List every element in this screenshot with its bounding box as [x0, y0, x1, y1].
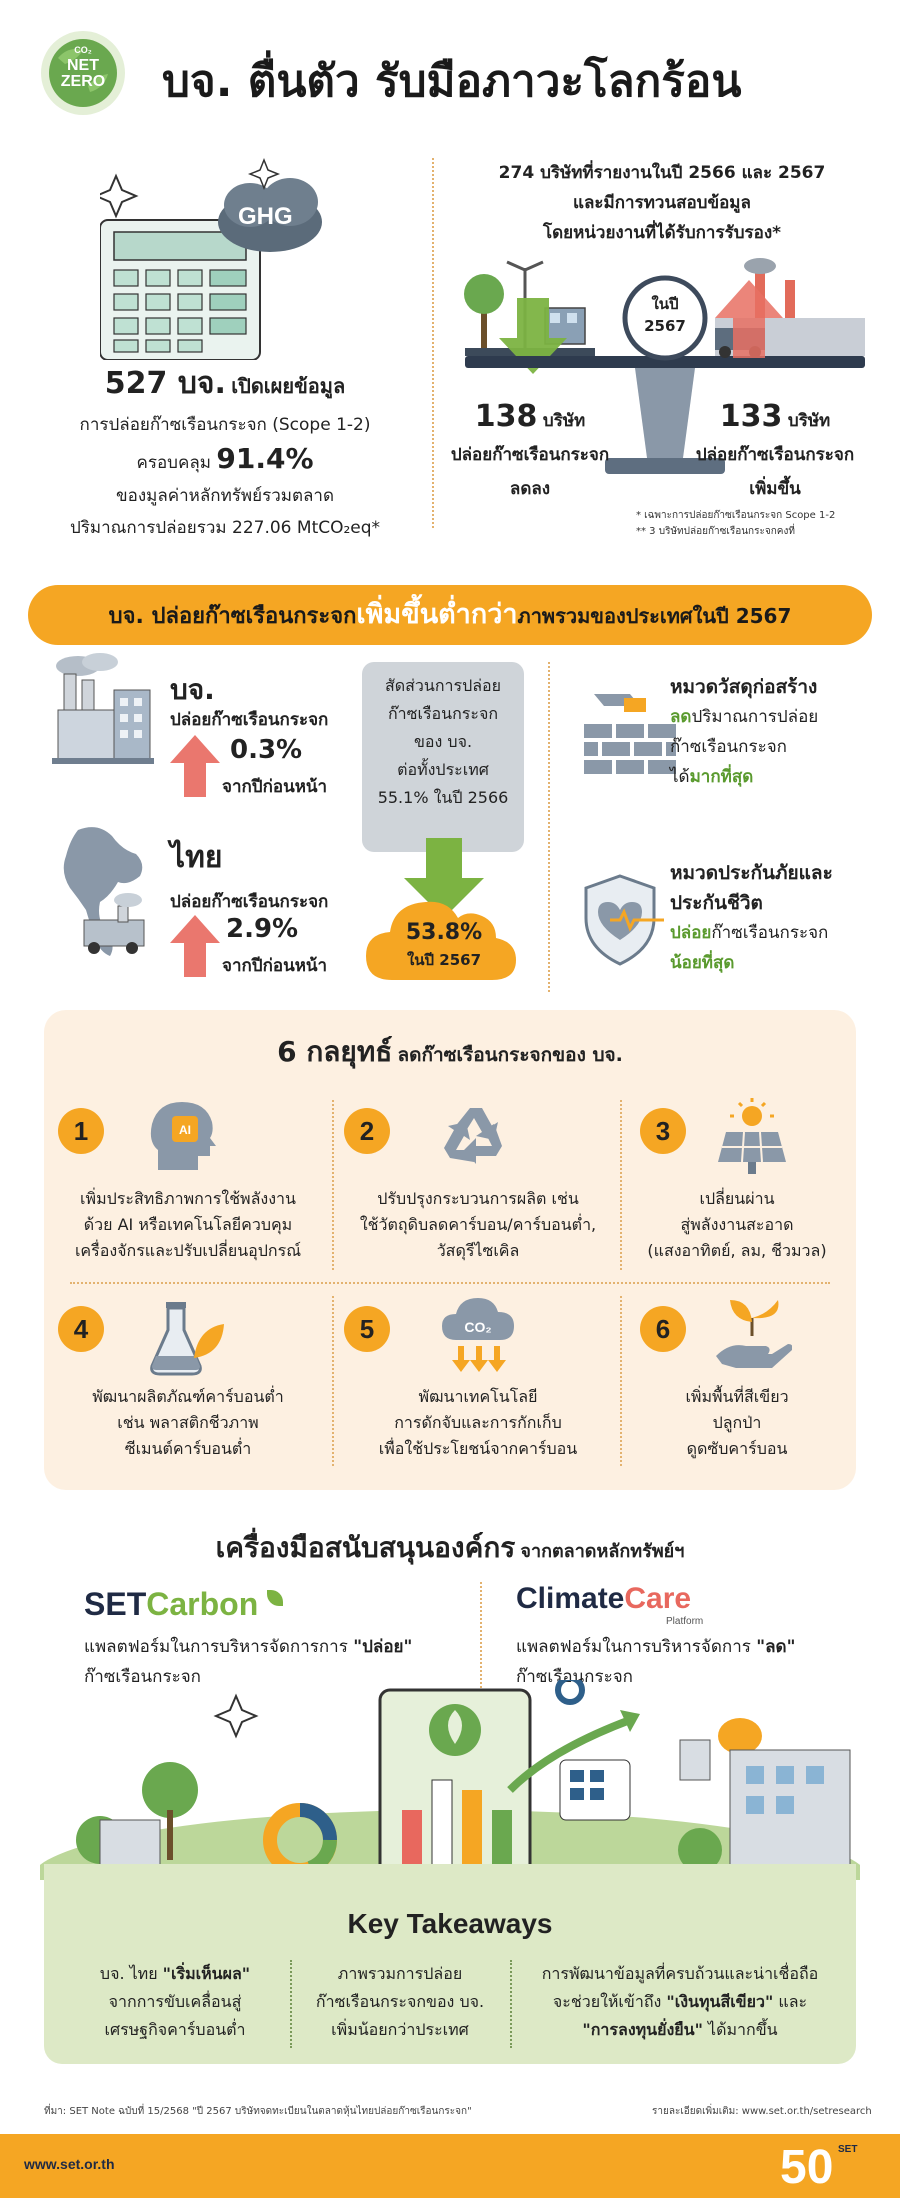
strategy-3-line3: (แสงอาทิตย์, ลม, ชีวมวล)	[647, 1241, 827, 1260]
listed-title: บจ.	[170, 673, 215, 706]
logo-zero-text: ZERO	[60, 73, 106, 90]
set-carbon-logo-a: SET	[84, 1586, 147, 1622]
factory-icon	[48, 650, 158, 770]
thai-title: ไทย	[170, 840, 223, 875]
ghg-cloud-label: GHG	[238, 203, 293, 230]
strategy-1-line3: เครื่องจักรและปรับเปลี่ยนอุปกรณ์	[74, 1241, 302, 1260]
recycle-icon	[440, 1100, 516, 1180]
takeaway-3-line1: การพัฒนาข้อมูลที่ครบถ้วนและน่าเชื่อถือ	[541, 1964, 819, 1983]
listed-label: ปล่อยก๊าซเรือนกระจก	[170, 710, 329, 730]
strategy-5-line1: พัฒนาเทคโนโลยี	[418, 1387, 538, 1406]
share-line4: ต่อทั้งประเทศ	[397, 760, 489, 779]
takeaway-3-line2a: จะช่วยให้เข้าถึง	[552, 1992, 662, 2011]
disclosure-count-tail: เปิดเผยข้อมูล	[231, 374, 346, 398]
set-carbon-logo-b: Carbon	[146, 1586, 259, 1622]
source-note: ที่มา: SET Note ฉบับที่ 15/2568 "ปี 2567 บริษัทจดทะเบียนในตลาดหุ้นไทยปล่อยก๊าซเรือนกระจก"	[44, 2106, 472, 2117]
takeaway-3-line2c: และ	[778, 1992, 808, 2011]
red-up-arrow-icon	[170, 735, 220, 801]
takeaway-1-line1a: บจ. ไทย	[99, 1964, 158, 1983]
strategy-4-line1: พัฒนาผลิตภัณฑ์คาร์บอนต่ำ	[92, 1387, 284, 1406]
verified-line2: และมีการทวนสอบข้อมูล	[573, 193, 751, 213]
materials-reduce: ลด	[670, 707, 692, 727]
strategy-divider	[332, 1100, 334, 1270]
ai-head-icon	[148, 1100, 218, 1180]
tools-title-big: เครื่องมือสนับสนุนองค์กร	[215, 1531, 516, 1564]
red-up-arrow-icon	[170, 915, 220, 981]
climate-care-logo-sub: Platform	[666, 1616, 704, 1627]
set-badge-number: 50	[780, 2141, 834, 2194]
share-line5: 55.1% ในปี 2566	[377, 788, 509, 807]
strategy-2-line3: วัสดุรีไซเคิล	[436, 1241, 520, 1260]
scale-year: 2567	[644, 317, 686, 335]
footer-bar	[0, 2134, 900, 2198]
strategy-2-line2: ใช้วัตถุดิบลดคาร์บอน/คาร์บอนต่ำ,	[359, 1215, 597, 1234]
footnote-scope: * เฉพาะการปล่อยก๊าซเรือนกระจก Scope 1-2	[636, 510, 836, 521]
decrease-unit: บริษัท	[542, 411, 586, 431]
logo-co2-text: CO₂	[74, 45, 92, 55]
takeaway-3-green-fund: "เงินทุนสีเขียว"	[666, 1992, 774, 2011]
share-line3: ของ บจ.	[413, 732, 473, 751]
listed-period: จากปีก่อนหน้า	[222, 777, 328, 797]
set-badge-tag: SET	[838, 2144, 858, 2155]
coverage-prefix: ครอบคลุม	[136, 453, 211, 473]
strategy-5-line3: เพื่อใช้ประโยชน์จากคาร์บอน	[378, 1439, 578, 1458]
share-2567-year: ในปี 2567	[406, 951, 482, 969]
coverage-note: ของมูลค่าหลักทรัพย์รวมตลาด	[115, 486, 335, 506]
listed-value: 0.3%	[230, 735, 303, 765]
tools-title-small: จากตลาดหลักทรัพย์ฯ	[520, 1541, 685, 1562]
green-business-illustration	[40, 1680, 860, 1880]
increase-line3: เพิ่มขึ้น	[749, 479, 801, 499]
increase-line2: ปล่อยก๊าซเรือนกระจก	[695, 445, 855, 465]
verified-line3: โดยหน่วยงานที่ได้รับการรับรอง*	[542, 223, 782, 243]
takeaway-1-line2: จากการขับเคลื่อนสู่	[108, 1992, 242, 2011]
materials-line2: ปริมาณการปล่อย	[691, 707, 819, 727]
set-carbon-desc-a: แพลตฟอร์มในการบริหารจัดการการ	[84, 1637, 348, 1657]
takeaway-2-line3: เพิ่มน้อยกว่าประเทศ	[331, 2020, 469, 2039]
materials-title: หมวดวัสดุก่อสร้าง	[670, 676, 818, 698]
coverage-value: 91.4%	[216, 442, 314, 475]
banner-part1: บจ. ปล่อยก๊าซเรือนกระจก	[108, 604, 357, 629]
strategy-5-line2: การดักจับและการกักเก็บ	[394, 1413, 562, 1432]
banner-part3: ภาพรวมของประเทศในปี 2567	[517, 604, 792, 628]
increase-count: 133	[719, 399, 783, 434]
insurance-least: น้อยที่สุด	[670, 953, 735, 973]
disclosure-count: 527 บจ.	[104, 366, 226, 401]
insurance-line3: ก๊าซเรือนกระจก	[711, 923, 829, 943]
increase-unit: บริษัท	[787, 411, 831, 431]
brick-wall-icon	[580, 690, 680, 780]
takeaway-3-sustainable: "การลงทุนยั่งยืน"	[582, 2020, 703, 2039]
logo-net-text: NET	[67, 57, 99, 74]
materials-line4: ได้	[670, 767, 690, 787]
set-carbon-desc-c: ก๊าซเรือนกระจก	[84, 1667, 201, 1687]
strategy-3-line1: เปลี่ยนผ่าน	[699, 1189, 775, 1208]
banner-part2: เพิ่มขึ้นต่ำกว่า	[356, 599, 518, 630]
strategy-number: 6	[640, 1306, 686, 1352]
takeaway-3-line3b: ได้มากขึ้น	[708, 2020, 778, 2039]
materials-most: มากที่สุด	[689, 767, 754, 787]
hand-sprout-icon	[712, 1296, 792, 1382]
thai-value: 2.9%	[226, 914, 299, 944]
strategy-number: 5	[344, 1306, 390, 1352]
strategy-1-line1: เพิ่มประสิทธิภาพการใช้พลังงาน	[80, 1189, 296, 1208]
takeaway-1-highlight: "เริ่มเห็นผล"	[162, 1964, 251, 1983]
decrease-count: 138	[474, 399, 538, 434]
footer-url[interactable]: www.set.or.th	[24, 2156, 115, 2172]
set-carbon-logo	[84, 1586, 283, 1623]
disclosure-scope: การปล่อยก๊าซเรือนกระจก (Scope 1-2)	[79, 415, 371, 435]
leaf-icon	[267, 1590, 283, 1606]
solar-panel-icon	[714, 1098, 790, 1182]
set-carbon-desc-b: "ปล่อย"	[353, 1637, 413, 1657]
set-50-years-badge	[780, 2140, 880, 2196]
strategy-2-line1: ปรับปรุงกระบวนการผลิต เช่น	[377, 1189, 579, 1208]
more-info-link[interactable]: รายละเอียดเพิ่มเติม: www.set.or.th/setresearch	[652, 2106, 872, 2117]
verified-line1: 274 บริษัทที่รายงานในปี 2566 และ 2567	[498, 163, 826, 183]
strategy-6-line3: ดูดซับคาร์บอน	[686, 1439, 788, 1458]
strategy-divider	[70, 1282, 830, 1284]
climate-care-desc-a: แพลตฟอร์มในการบริหารจัดการ	[516, 1637, 751, 1657]
decrease-line2: ปล่อยก๊าซเรือนกระจก	[450, 445, 610, 465]
section-divider	[548, 662, 550, 992]
climate-care-logo	[516, 1582, 691, 1616]
climate-care-desc-b: "ลด"	[756, 1637, 796, 1657]
climate-care-logo-a: Climate	[516, 1582, 625, 1615]
takeaway-2-line1: ภาพรวมการปล่อย	[337, 1964, 463, 1983]
flask-leaf-icon	[146, 1298, 226, 1382]
strategy-3-line2: สู่พลังงานสะอาด	[680, 1215, 794, 1234]
strategy-number: 1	[58, 1108, 104, 1154]
total-emission: ปริมาณการปล่อยรวม 227.06 MtCO₂eq*	[69, 518, 381, 538]
thai-label: ปล่อยก๊าซเรือนกระจก	[170, 892, 329, 912]
strategy-6-line2: ปลูกป่า	[712, 1413, 762, 1432]
thailand-map-icon	[48, 820, 168, 960]
materials-line3: ก๊าซเรือนกระจก	[670, 737, 787, 757]
share-line1: สัดส่วนการปล่อย	[384, 676, 502, 695]
takeaway-1-line3: เศรษฐกิจคาร์บอนต่ำ	[104, 2020, 246, 2039]
strategies-title-big: 6 กลยุทธ์	[277, 1035, 393, 1068]
takeaways-title: Key Takeaways	[347, 1908, 553, 1939]
strategy-6-line1: เพิ่มพื้นที่สีเขียว	[685, 1387, 789, 1406]
calculator-ghg-illustration	[100, 150, 330, 360]
co2-capture-icon	[440, 1296, 520, 1384]
strategy-4-line3: ซีเมนต์คาร์บอนต่ำ	[124, 1439, 252, 1458]
strategy-1-line2: ด้วย AI หรือเทคโนโลยีควบคุม	[83, 1215, 293, 1234]
insurance-title1: หมวดประกันภัยและ	[670, 862, 833, 884]
svg-text:AI: AI	[179, 1123, 191, 1137]
takeaway-2-line2: ก๊าซเรือนกระจกของ บจ.	[315, 1992, 485, 2011]
footnote-constant: ** 3 บริษัทปล่อยก๊าซเรือนกระจกคงที่	[636, 526, 795, 537]
share-line2: ก๊าซเรือนกระจก	[387, 704, 499, 723]
thai-period: จากปีก่อนหน้า	[222, 956, 328, 976]
section-divider	[480, 1582, 482, 1692]
strategy-divider	[332, 1296, 334, 1466]
scale-year-prefix: ในปี	[651, 295, 679, 313]
decrease-line3: ลดลง	[509, 479, 551, 499]
strategy-number: 4	[58, 1306, 104, 1352]
page-title: บจ. ตื่นตัว รับมือภาวะโลกร้อน	[162, 56, 742, 107]
strategy-number: 2	[344, 1108, 390, 1154]
climate-care-desc-c: ก๊าซเรือนกระจก	[516, 1667, 633, 1687]
strategies-title-small: ลดก๊าซเรือนกระจกของ บจ.	[397, 1044, 623, 1066]
strategy-4-line2: เช่น พลาสติกชีวภาพ	[117, 1413, 259, 1432]
svg-text:CO₂: CO₂	[464, 1319, 492, 1335]
strategy-number: 3	[640, 1108, 686, 1154]
shield-heart-icon	[580, 870, 680, 970]
climate-care-logo-b: Care	[624, 1582, 692, 1615]
share-2567-value: 53.8%	[405, 920, 483, 945]
insurance-title2: ประกันชีวิต	[670, 892, 763, 914]
insurance-emit: ปล่อย	[670, 923, 712, 943]
